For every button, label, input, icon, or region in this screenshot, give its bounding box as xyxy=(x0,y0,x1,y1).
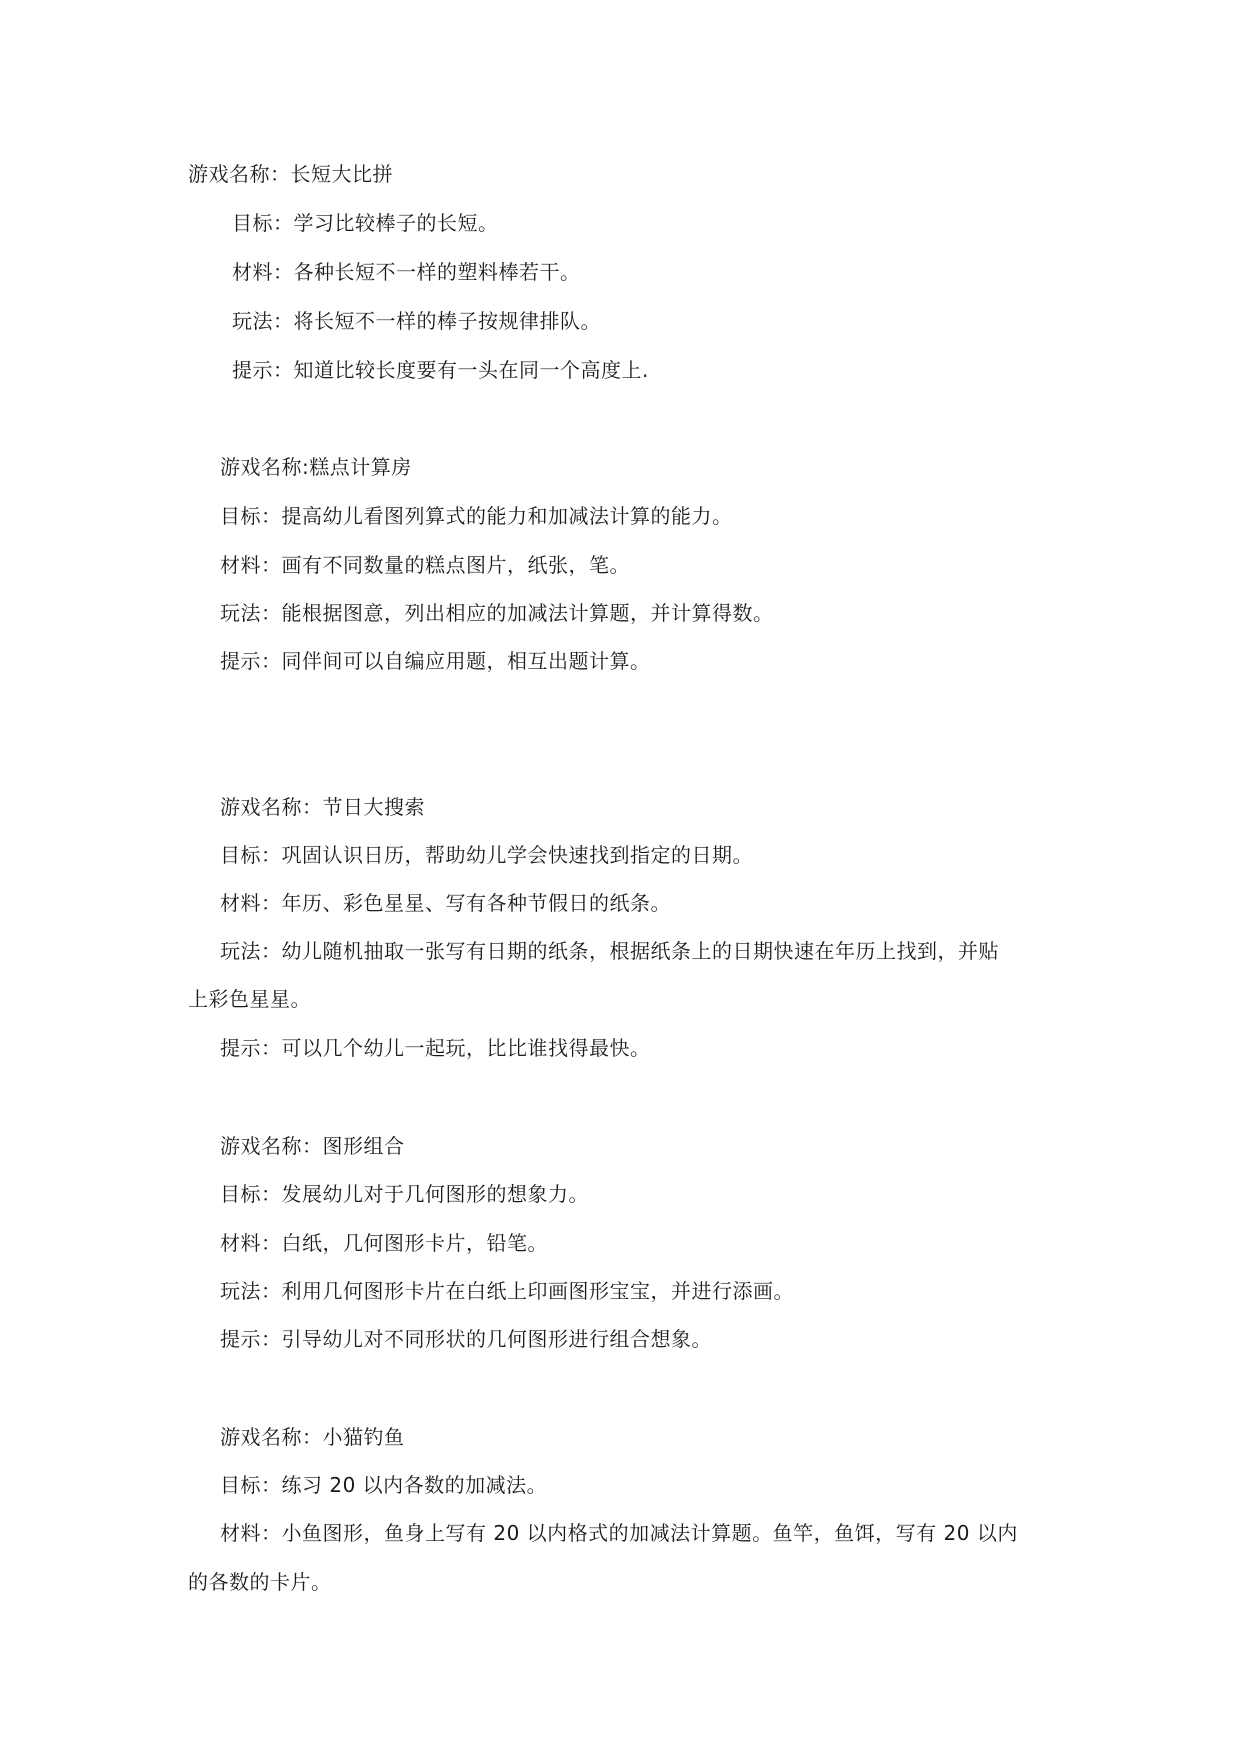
section-3-play: 玩法：幼儿随机抽取一张写有日期的纸条，根据纸条上的日期快速在年历上找到，并贴 xyxy=(220,939,999,963)
section-5-materials: 材料：小鱼图形，鱼身上写有 20 以内格式的加减法计算题。鱼竿，鱼饵，写有 20 以内 xyxy=(220,1521,1018,1545)
section-1-play: 玩法：将长短不一样的棒子按规律排队。 xyxy=(232,309,601,333)
section-1-title: 游戏名称：长短大比拼 xyxy=(188,162,393,186)
section-3-tip: 提示：可以几个幼儿一起玩，比比谁找得最快。 xyxy=(220,1036,651,1060)
section-5-goal: 目标：练习 20 以内各数的加减法。 xyxy=(220,1473,548,1497)
section-1-tip: 提示：知道比较长度要有一头在同一个高度上. xyxy=(232,358,649,382)
section-4-title: 游戏名称：图形组合 xyxy=(220,1134,405,1158)
section-2-tip: 提示：同伴间可以自编应用题，相互出题计算。 xyxy=(220,649,651,673)
section-3-materials: 材料：年历、彩色星星、写有各种节假日的纸条。 xyxy=(220,891,671,915)
section-4-goal: 目标：发展幼儿对于几何图形的想象力。 xyxy=(220,1182,589,1206)
section-2-title: 游戏名称:糕点计算房 xyxy=(220,455,412,479)
section-3-goal: 目标：巩固认识日历，帮助幼儿学会快速找到指定的日期。 xyxy=(220,843,753,867)
section-4-tip: 提示：引导幼儿对不同形状的几何图形进行组合想象。 xyxy=(220,1327,712,1351)
section-4-play: 玩法：利用几何图形卡片在白纸上印画图形宝宝，并进行添画。 xyxy=(220,1279,794,1303)
section-3-title: 游戏名称：节日大搜索 xyxy=(220,795,425,819)
section-1-materials: 材料：各种长短不一样的塑料棒若干。 xyxy=(232,260,581,284)
section-2-materials: 材料：画有不同数量的糕点图片，纸张，笔。 xyxy=(220,553,630,577)
section-1-goal: 目标：学习比较棒子的长短。 xyxy=(232,211,499,235)
section-4-materials: 材料：白纸，几何图形卡片，铅笔。 xyxy=(220,1231,548,1255)
section-3-play-continued: 上彩色星星。 xyxy=(188,987,311,1011)
section-5-materials-continued: 的各数的卡片。 xyxy=(188,1570,332,1594)
section-5-title: 游戏名称：小猫钓鱼 xyxy=(220,1425,405,1449)
section-2-goal: 目标：提高幼儿看图列算式的能力和加减法计算的能力。 xyxy=(220,504,733,528)
section-2-play: 玩法：能根据图意，列出相应的加减法计算题，并计算得数。 xyxy=(220,601,774,625)
